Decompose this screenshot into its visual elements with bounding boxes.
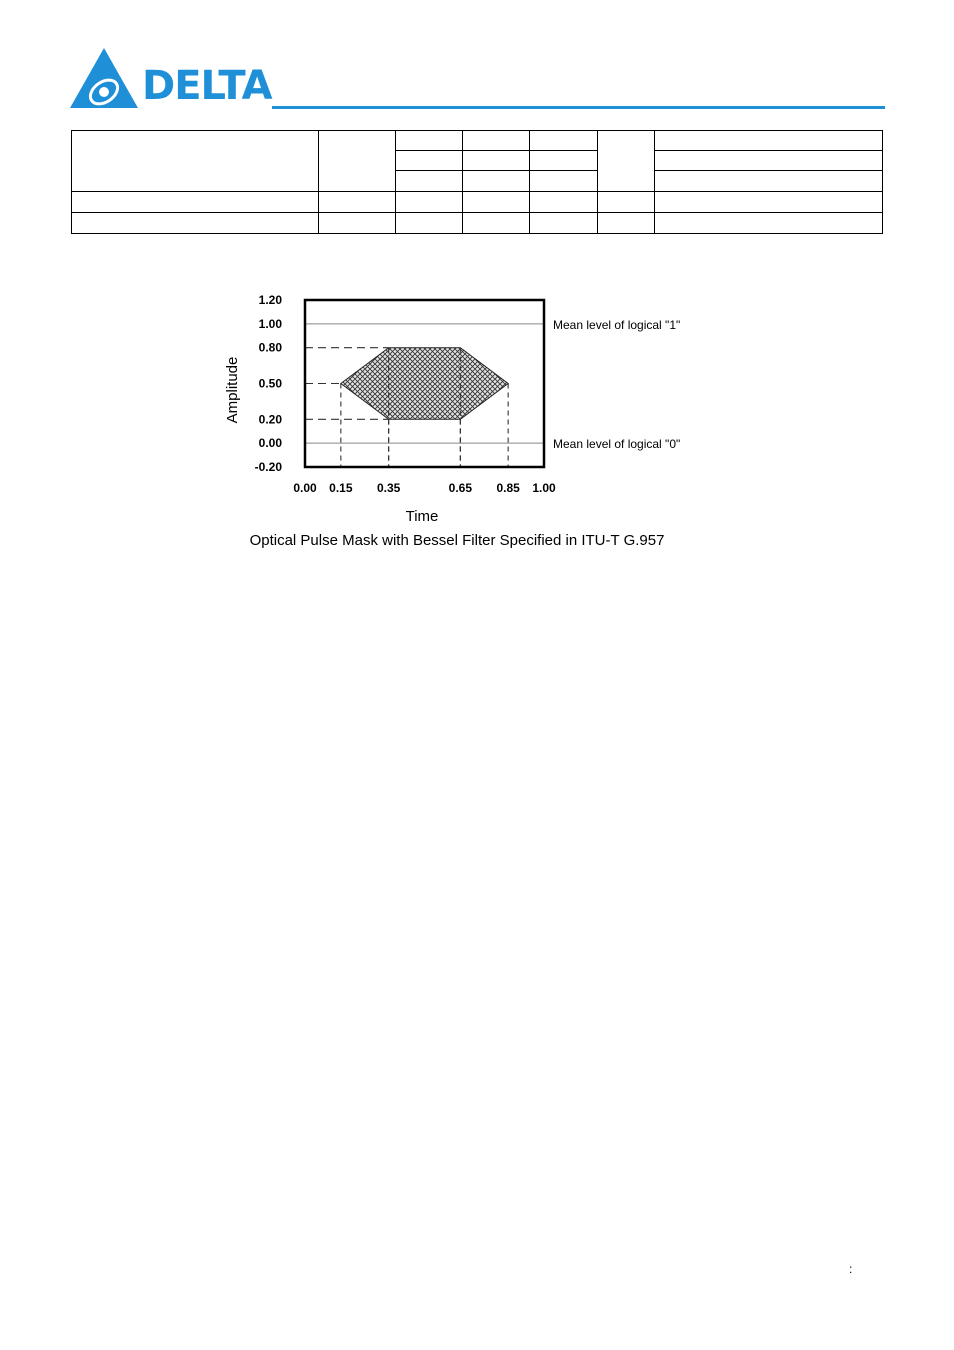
y-tick-label: 1.20 [258,293,282,307]
x-tick-label: 0.15 [329,481,353,495]
table-cell [463,171,530,191]
x-tick-label: 0.35 [376,481,401,495]
brand-wordmark: DELTA [142,63,272,109]
table-cell [396,151,463,171]
y-axis-label: Amplitude [224,356,241,424]
table-cell [655,212,883,233]
pulse-mask-figure [210,284,750,554]
delta-logo [68,46,272,112]
y-tick-label: -0.20 [254,460,282,474]
table-cell [530,131,598,151]
table-row [72,131,883,151]
table-cell [598,212,655,233]
x-tick-label: 0.85 [496,481,520,495]
table-cell [530,212,598,233]
table-cell [396,191,463,212]
y-tick-label: 0.50 [258,376,282,391]
table-cell [598,131,655,192]
x-tick-label: 1.00 [532,481,556,495]
mask-polygon [341,348,508,420]
reference-line-label: Mean level of logical "0" [553,437,681,452]
table-cell [72,212,319,233]
table-cell [396,212,463,233]
reference-line-label: Mean level of logical "1" [553,317,681,332]
table-cell [530,151,598,171]
delta-triangle-icon [68,46,144,112]
x-tick-label: 0.00 [293,481,317,495]
y-tick-label: 0.00 [258,436,282,451]
y-tick-label: 0.20 [258,412,282,427]
table-cell [530,171,598,191]
x-tick-label: 0.65 [448,481,473,495]
spec-table [71,130,883,234]
table-cell [598,191,655,212]
table-cell [655,151,883,171]
chart-caption: Optical Pulse Mask with Bessel Filter Specified in ITU-T G.957 [249,532,665,549]
table-row [72,212,883,233]
table-cell [72,131,319,192]
table-cell [655,131,883,151]
page-footer-mark: : [849,1262,853,1276]
y-tick-label: 1.00 [258,316,282,331]
table-cell [463,212,530,233]
pulse-mask-chart [210,284,750,554]
y-tick-label: 0.80 [258,340,282,355]
table-cell [72,191,319,212]
table-row [72,191,883,212]
table-cell [530,191,598,212]
table-cell [319,212,396,233]
header-rule [272,106,885,109]
table-cell [655,171,883,191]
table-cell [396,171,463,191]
table-cell [319,191,396,212]
table-cell [655,191,883,212]
table-cell [463,191,530,212]
table-cell [463,151,530,171]
table-cell [463,131,530,151]
x-axis-label: Time [405,508,439,525]
table-cell [319,131,396,192]
table-cell [396,131,463,151]
